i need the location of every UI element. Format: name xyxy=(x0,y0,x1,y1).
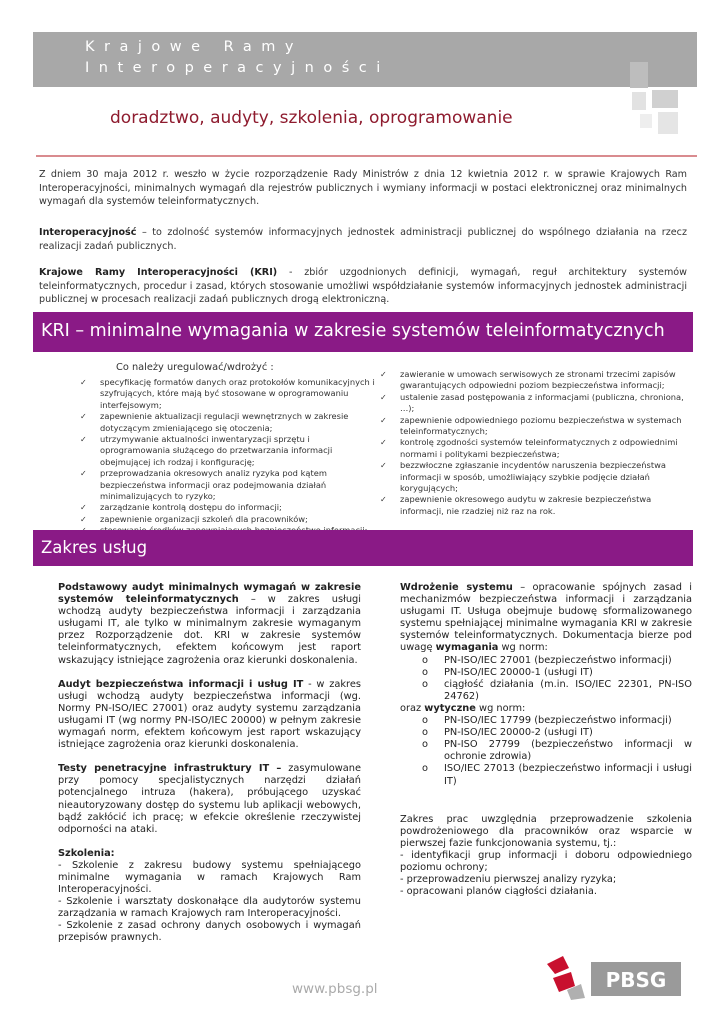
intro-paragraph: Z dniem 30 maja 2012 r. weszło w życie rozporządzenie Rady Ministrów z dnia 12 kwietnia 2012 r. w sprawie Krajowych Ram Interoperacyjności, minimalnych wymagań dla rejestrów publicznych i wymiany informacji w postaci elektronicznej oraz minimalnych wymagań dla systemów teleinformatycznych. xyxy=(39,169,687,208)
service-trainings xyxy=(58,848,361,945)
header-title-line2: Interoperacyjności xyxy=(85,60,390,76)
norm-text: ISO/IEC 27013 (bezpieczeństwo informacji i usługi IT) xyxy=(444,763,692,787)
training-list xyxy=(58,860,361,945)
checkmark-icon: ✓ xyxy=(380,370,387,379)
decorative-logo-mark xyxy=(610,32,697,150)
requirement-item xyxy=(380,437,690,460)
checkmark-icon: ✓ xyxy=(80,503,87,513)
checkmark-icon: ✓ xyxy=(80,378,87,387)
requirement-item xyxy=(380,460,690,494)
requirement-text: kontrolę zgodności systemów teleinformatycznych z odpowiednimi normami i politykami bezpieczeństwa; xyxy=(400,437,678,459)
bullet-icon: o xyxy=(422,715,428,727)
requirement-item xyxy=(80,502,380,513)
interoperability-definition xyxy=(39,226,687,253)
norm-text: PN-ISO/IEC 27001 (bezpieczeństwo informacji) xyxy=(444,654,672,666)
definition-term: Interoperacyjność xyxy=(39,227,137,238)
requirement-text: zapewnienie okresowego audytu w zakresie bezpieczeństwa informacji, nie rzadziej niż raz na rok. xyxy=(400,494,652,516)
norm-text: ciągłość działania (m.in. ISO/IEC 22301, PN-ISO 24762) xyxy=(444,678,692,702)
definition-text: - zbiór uzgodnionych definicji, wymagań, reguł architektury systemów teleinformatycznych, procedur i zasad, których stosowanie umożliwi współdziałanie systemów informacyjnych jednostek administracji publicznej w procesach realizacji zadań publicznych drogą elektroniczną. xyxy=(39,267,688,306)
service-term: Szkolenia: xyxy=(58,847,115,859)
norm-item xyxy=(400,667,692,679)
requirement-text: zapewnienie odpowiedniego poziomu bezpieczeństwa w systemach teleinformatycznych; xyxy=(400,414,682,437)
training-item: - Szkolenie z zasad ochrony danych osobowych i wymagań przepisów prawnych. xyxy=(58,920,361,944)
service-basic-audit xyxy=(58,582,361,667)
kri-section-header xyxy=(33,312,693,352)
requirement-text: utrzymywanie aktualności inwentaryzacji sprzętu i oprogramowania służącego do przetwarzania informacji obejmującej ich rodzaj i konfigurację; xyxy=(100,434,333,467)
logo-text: PBSG xyxy=(605,968,667,992)
norm-text: PN-ISO/IEC 17799 (bezpieczeństwo informacji) xyxy=(444,715,672,727)
service-implementation xyxy=(400,582,692,655)
divider xyxy=(36,155,697,157)
scope-item: - identyfikacji grup informacji i doboru odpowiedniego poziomu ochrony; xyxy=(400,849,692,873)
checkmark-icon: ✓ xyxy=(80,435,87,445)
services-section-header xyxy=(33,530,693,566)
bullet-icon: o xyxy=(422,739,428,751)
service-text: - w zakres usługi wchodzą audyty bezpieczeństwa informacji (wg. Normy PN-ISO/IEC 27001) oraz audyty systemu zarządzania usługami IT (wg normy PN-ISO/IEC 20000) w pełnym zakresie wymagań norm, efektem końcowym jest raport wskazujący istniejące zagrożenia oraz kierunki doskonalenia. xyxy=(58,678,361,751)
checkmark-icon: ✓ xyxy=(380,461,387,471)
requirements-list-right xyxy=(380,369,690,517)
requirement-text: zawieranie w umowach serwisowych ze stronami trzecimi zapisów gwarantujących odpowiedni poziom bezpieczeństwa informacji; xyxy=(400,369,676,391)
requirement-text: specyfikację formatów danych oraz protokołów komunikacyjnych i szyfrujących, które mają być stosowane w oprogramowaniu interfejsowym; xyxy=(100,377,375,410)
requirement-text: przeprowadzania okresowych analiz ryzyka pod kątem bezpieczeństwa informacji oraz podejmowania działań minimalizujących to ryzyko; xyxy=(100,468,327,502)
requirement-text: zarządzanie kontrolą dostępu do informacji; xyxy=(100,502,282,513)
requirements-list-left xyxy=(80,377,380,537)
requirement-item xyxy=(80,514,380,525)
requirement-item xyxy=(380,494,690,517)
scope-item: - opracowani planów ciągłości działania. xyxy=(400,886,597,898)
guidelines-list xyxy=(400,715,692,788)
norm-item xyxy=(400,739,692,763)
bullet-icon: o xyxy=(422,666,428,678)
scope-item: - przeprowadzeniu pierwszej analizy ryzyka; xyxy=(400,874,617,886)
requirements-term: wymagania xyxy=(435,642,499,654)
bullet-icon: o xyxy=(422,678,428,690)
requirement-text: bezzwłoczne zgłaszanie incydentów naruszenia bezpieczeństwa informacji w sposób, umożliwiający szybkie podjęcie działań korygujących; xyxy=(400,460,666,494)
training-item: - Szkolenie i warsztaty doskonałące dla audytorów systemu zarządzania w ramach Krajowych ram Interoperacyjności. xyxy=(58,896,361,920)
scope-intro: Zakres prac uwzględnia przeprowadzenie szkolenia powdrożeniowego dla pracowników oraz wsparcie w pierwszej fazie funkcjonowania systemu, tj.: xyxy=(400,813,692,849)
checkmark-icon: ✓ xyxy=(80,412,87,422)
header-banner xyxy=(33,32,697,87)
checkmark-icon: ✓ xyxy=(380,495,387,505)
requirement-item xyxy=(80,411,380,434)
requirement-text: zapewnienie organizacji szkoleń dla pracowników; xyxy=(100,513,308,524)
page-subtitle: doradztwo, audyty, szkolenia, oprogramowanie xyxy=(110,108,513,128)
service-penetration-tests xyxy=(58,763,361,836)
service-text: – opracowanie spójnych zasad i mechanizmów bezpieczeństwa informacji i zarządzania usługami IT. Usługa obejmuje budowę sformalizowanego systemu spełniającej minimalne wymagania KRI w zakresie systemów teleinformatycznych. Dokumentacja bierze pod uwagę xyxy=(400,582,692,654)
service-text: zasymulowane przy pomocy specjalistycznych narzędzi działań potencjalnego intruza (hakera), próbującego uzyskać nieautoryzowany dostęp do systemu lub aplikacji webowych, bądź zakłócić ich pracę; w efekcie określenie rzeczywistej odporności na ataki. xyxy=(58,763,361,835)
definition-term: Krajowe Ramy Interoperacyjności (KRI) xyxy=(39,267,278,278)
norm-text: PN-ISO/IEC 20000-1 (usługi IT) xyxy=(444,666,593,678)
norm-item xyxy=(400,763,692,787)
service-security-audit xyxy=(58,679,361,752)
header-title-line1: Krajowe Ramy xyxy=(85,39,303,55)
services-column-right xyxy=(400,582,692,898)
bullet-icon: o xyxy=(422,654,428,666)
guidelines-prefix: oraz xyxy=(400,702,425,714)
definition-text: – to zdolność systemów informacyjnych jednostek administracji publicznej do wspólnego działania na rzecz realizacji zadań publicznych. xyxy=(39,227,687,252)
requirement-item xyxy=(80,434,380,468)
section-title: Zakres usług xyxy=(41,538,148,557)
service-term: Testy penetracyjne infrastruktury IT – xyxy=(58,763,282,775)
norm-text: PN-ISO 27799 (bezpieczeństwo informacji w ochronie zdrowia) xyxy=(444,739,692,763)
service-text: wg norm: xyxy=(498,642,548,654)
checkmark-icon: ✓ xyxy=(80,514,87,524)
service-term: Podstawowy audyt minimalnych wymagań w zakresie systemów teleinformatycznych xyxy=(58,582,361,606)
norm-item xyxy=(400,715,692,727)
training-item: - Szkolenie z zakresu budowy systemu spełniającego minimalne wymagania w ramach Krajowych Ram Interoperacyjności. xyxy=(58,859,361,896)
bullet-icon: o xyxy=(422,727,428,739)
bullet-icon: o xyxy=(422,763,428,775)
requirement-text: ustalenie zasad postępowania z informacjami (publiczna, chroniona, …); xyxy=(400,391,684,414)
checkmark-icon: ✓ xyxy=(380,392,387,402)
section-title: KRI – minimalne wymagania w zakresie systemów teleinformatycznych xyxy=(41,321,665,341)
checkmark-icon: ✓ xyxy=(80,469,87,479)
norm-item xyxy=(400,655,692,667)
pbsg-logo xyxy=(545,954,685,1002)
kri-definition xyxy=(39,266,687,307)
requirements-heading: Co należy uregulować/wdrożyć : xyxy=(116,362,274,373)
guidelines-after: wg norm: xyxy=(475,702,526,714)
checkmark-icon: ✓ xyxy=(380,438,387,448)
service-text: – w zakres usługi wchodzą audyty bezpieczeństwa informacji i zarządzania usługami IT, ale tylko w minimalnym zakresie wymaganym przez Rozporządzenie dot. KRI w zakresie systemów teleinformatycznych, efektem końcowym jest raport wskazujący istniejące zagrożenia oraz kierunki doskonalenia. xyxy=(58,594,361,666)
requirement-item xyxy=(380,415,690,438)
guidelines-term: wytyczne xyxy=(424,702,476,714)
footer-website-link[interactable]: www.pbsg.pl xyxy=(292,981,378,997)
checkmark-icon: ✓ xyxy=(380,415,387,425)
norm-item xyxy=(400,679,692,703)
norms-list xyxy=(400,655,692,703)
service-term: Wdrożenie systemu xyxy=(400,582,513,593)
norm-text: PN-ISO/IEC 20000-2 (usługi IT) xyxy=(444,727,593,739)
service-term: Audyt bezpieczeństwa informacji i usług IT xyxy=(58,678,304,690)
requirement-item xyxy=(380,392,690,415)
requirement-item xyxy=(380,369,690,392)
guidelines-intro xyxy=(400,703,692,715)
requirement-item xyxy=(80,377,380,411)
scope-list xyxy=(400,850,692,898)
requirement-text: zapewnienie aktualizacji regulacji wewnętrznych w zakresie dotyczącym zmieniającego się otoczenia; xyxy=(100,411,349,433)
requirement-item xyxy=(80,468,380,502)
norm-item xyxy=(400,727,692,739)
services-column-left xyxy=(58,582,361,945)
